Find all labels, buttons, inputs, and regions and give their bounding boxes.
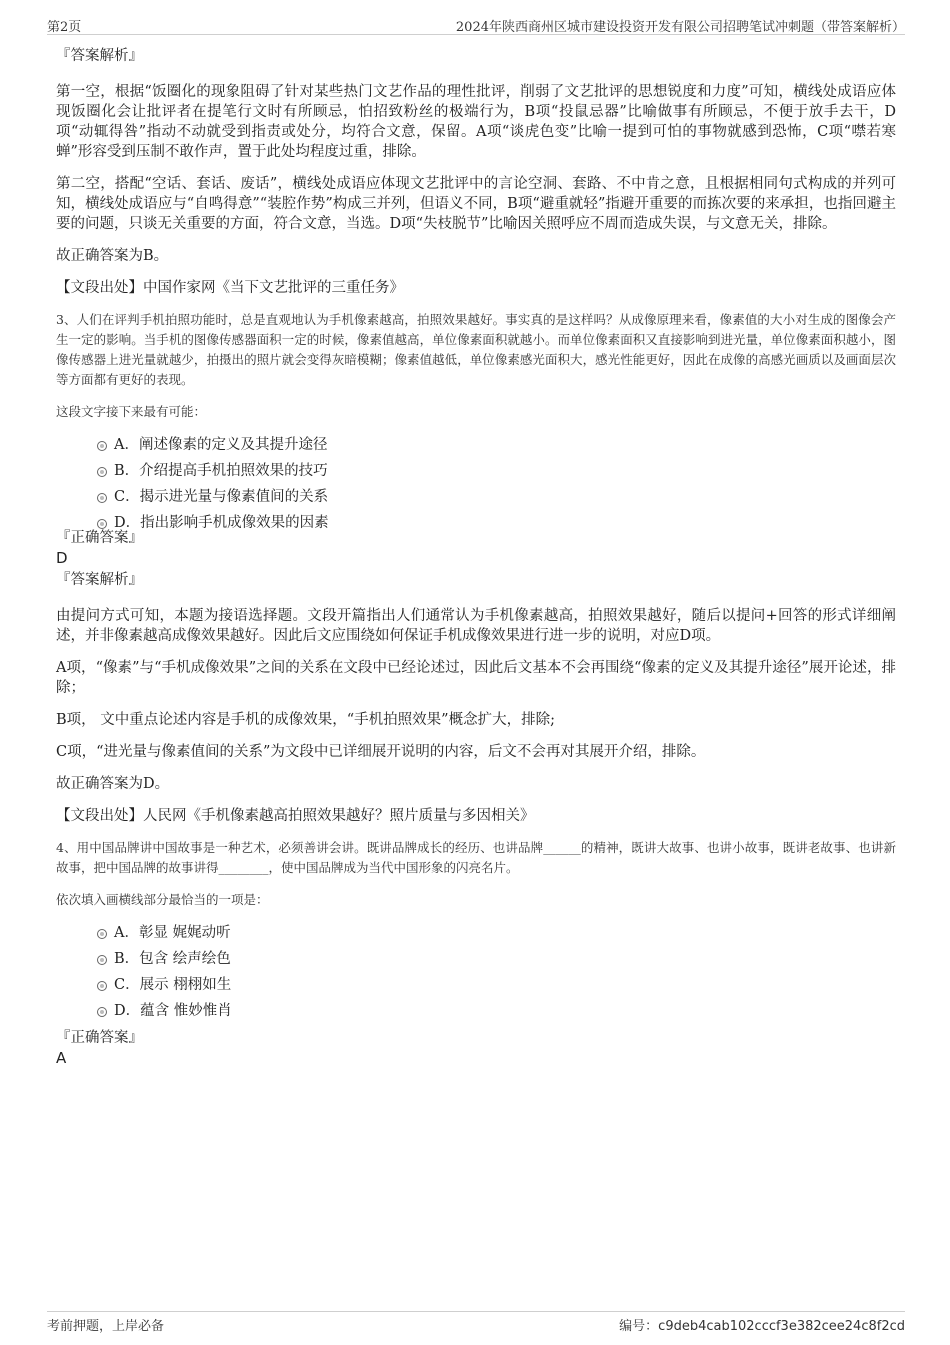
radio-icon[interactable]: [97, 981, 107, 991]
question-text: 4、用中国品牌讲中国故事是一种艺术，必须善讲会讲。既讲品牌成长的经历、也讲品牌______的精神，既讲大故事、也讲小故事，既讲老故事、也讲新故事，把中国品牌的故事讲得________，使中国品牌成为当代中国形象的闪亮名片。: [56, 840, 896, 875]
radio-icon[interactable]: [97, 441, 107, 451]
correct-answer-statement: 故正确答案为D。: [56, 776, 170, 792]
option-b[interactable]: B．介绍提高手机拍照效果的技巧: [56, 458, 896, 484]
document-title: 2024年陕西商州区城市建设投资开发有限公司招聘笔试冲刺题（带答案解析）: [455, 20, 905, 35]
question-prompt: 这段文字接下来最有可能：: [56, 404, 207, 419]
analysis-label: 『答案解析』: [56, 48, 143, 64]
option-a[interactable]: A．彰显 娓娓动听: [56, 920, 896, 946]
radio-icon[interactable]: [97, 467, 107, 477]
option-d[interactable]: D．蕴含 惟妙惟肖: [56, 998, 896, 1024]
radio-icon[interactable]: [97, 1007, 107, 1017]
options-list: [56, 432, 896, 536]
analysis-paragraph: 由提问方式可知，本题为接语选择题。文段开篇指出人们通常认为手机像素越高，拍照效果越好，随后以提问+回答的形式详细阐述，并非像素越高成像效果越好。因此后文应围绕如何保证手机成像效果进行进一步的说明，对应D项。: [56, 608, 896, 644]
analysis-paragraph: A项，“像素”与“手机成像效果”之间的关系在文段中已经论述过，因此后文基本不会再围绕“像素的定义及其提升途径”展开论述，排除；: [56, 660, 896, 696]
radio-icon[interactable]: [97, 519, 107, 529]
source-citation: 【文段出处】人民网《手机像素越高拍照效果越好？照片质量与多因相关》: [56, 808, 535, 824]
analysis-paragraph: C项，“进光量与像素值间的关系”为文段中已详细展开说明的内容，后文不会再对其展开介绍，排除。: [56, 744, 706, 760]
page-number: 第2页: [47, 20, 82, 35]
option-c[interactable]: C．揭示进光量与像素值间的关系: [56, 484, 896, 510]
correct-answer: D: [56, 549, 68, 567]
source-citation: 【文段出处】中国作家网《当下文艺批评的三重任务》: [56, 280, 404, 296]
analysis-paragraph: B项， 文中重点论述内容是手机的成像效果，“手机拍照效果”概念扩大，排除;: [56, 712, 555, 728]
analysis-paragraph: 第二空，搭配“空话、套话、废话”，横线处成语应体现文艺批评中的言论空洞、套路、不中肯之意，且根据相同句式构成的并列可知，横线处成语应与“自鸣得意”“装腔作势”构成三并列，但语义不同，B项“避重就轻”指避开重要的而拣次要的来承担，也指回避主要的问题，只谈无关重要的方面，符合文意，当选。D项“失枝脱节”比喻因关照呼应不周而造成失误，与文意无关，排除。: [56, 176, 896, 232]
radio-icon[interactable]: [97, 955, 107, 965]
options-list: [56, 920, 896, 1024]
question-text: 3、人们在评判手机拍照功能时，总是直观地认为手机像素越高，拍照效果越好。事实真的是这样吗？从成像原理来看，像素值的大小对生成的图像会产生一定的影响。当手机的图像传感器面积一定的时候，像素值越高，单位像素面积就越小。而单位像素面积又直接影响到进光量，单位像素面积越小，图像传感器上进光量就越少，拍摄出的照片就会变得灰暗模糊；像素值越低，单位像素感光面积大，感光性能更好，因此在成像的高感光画质以及画面层次等方面都有更好的表现。: [56, 312, 896, 387]
analysis-paragraph: 第一空，根据“饭圈化的现象阻碍了针对某些热门文艺作品的理性批评，削弱了文艺批评的思想锐度和力度”可知，横线处成语应体现饭圈化会让批评者在提笔行文时有所顾忌，怕招致粉丝的极端行为，B项“投鼠忌器”比喻做事有所顾忌，不便于放手去干，D项“动辄得咎”指动不动就受到指责或处分，均符合文意，保留。A项“谈虎色变”比喻一提到可怕的事物就感到恐怖，C项“噤若寒蝉”形容受到压制不敢作声，置于此处均程度过重，排除。: [56, 84, 896, 160]
radio-icon[interactable]: [97, 493, 107, 503]
correct-answer-label: 『正确答案』: [56, 1030, 143, 1046]
page-header: [47, 14, 905, 35]
radio-icon[interactable]: [97, 929, 107, 939]
correct-answer: A: [56, 1049, 67, 1067]
option-a[interactable]: A．阐述像素的定义及其提升途径: [56, 432, 896, 458]
correct-answer-statement: 故正确答案为B。: [56, 248, 169, 264]
question-prompt: 依次填入画横线部分最恰当的一项是：: [56, 892, 269, 907]
correct-answer-label: 『正确答案』: [56, 530, 143, 546]
document-body: [56, 46, 896, 1068]
document-id: 编号：c9deb4cab102cccf3e382cee24c8f2cd: [619, 1319, 905, 1334]
analysis-label: 『答案解析』: [56, 572, 143, 588]
option-d[interactable]: D．指出影响手机成像效果的因素: [56, 510, 896, 536]
page-footer: [47, 1311, 905, 1334]
option-c[interactable]: C．展示 栩栩如生: [56, 972, 896, 998]
footer-slogan: 考前押题，上岸必备: [47, 1319, 165, 1334]
option-b[interactable]: B．包含 绘声绘色: [56, 946, 896, 972]
